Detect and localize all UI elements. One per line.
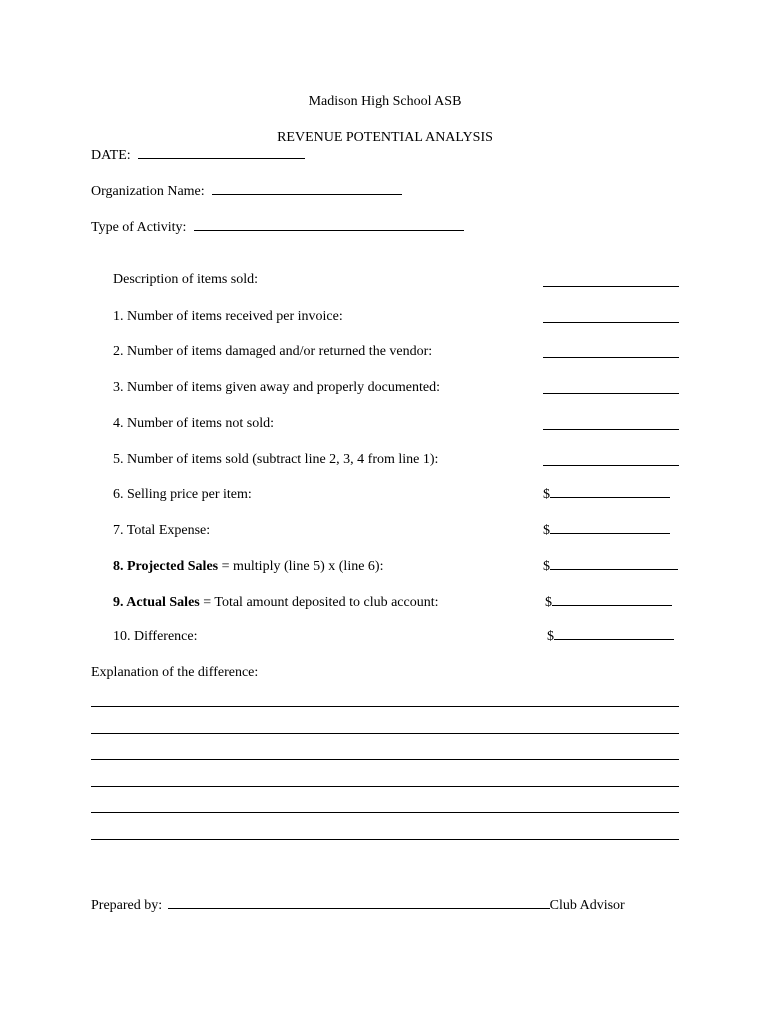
line-5-label: 5. Number of items sold (subtract line 2, 3, 4 from line 1):: [113, 452, 439, 467]
date-field[interactable]: [138, 157, 305, 159]
line-2-field[interactable]: [543, 357, 679, 358]
activity-field[interactable]: [194, 229, 464, 231]
organization-field[interactable]: [212, 193, 402, 195]
explanation-line[interactable]: [91, 812, 679, 813]
line-1-field[interactable]: [543, 322, 679, 323]
form-title: REVENUE POTENTIAL ANALYSIS: [277, 130, 493, 145]
prepared-by-label: Prepared by:: [91, 898, 163, 913]
line-10-dollar-row: [547, 629, 674, 645]
date-label: DATE:: [91, 148, 131, 163]
line-10-label: 10. Difference:: [113, 629, 198, 644]
line-6-field[interactable]: [550, 496, 670, 498]
dollar-sign: $: [543, 487, 550, 502]
actual-sales-formula: = Total amount deposited to club account:: [199, 595, 439, 610]
dollar-sign: $: [545, 595, 552, 610]
line-5-field[interactable]: [543, 465, 679, 466]
line-10-field[interactable]: [554, 638, 674, 640]
line-3-label: 3. Number of items given away and properly documented:: [113, 380, 440, 395]
dollar-sign: $: [547, 629, 554, 644]
date-row: [91, 148, 305, 164]
line-6-label: 6. Selling price per item:: [113, 487, 252, 502]
line-4-field[interactable]: [543, 429, 679, 430]
explanation-label: Explanation of the difference:: [91, 665, 259, 680]
activity-row: [91, 220, 464, 236]
line-8-label: [113, 559, 383, 575]
line-7-dollar-row: [543, 523, 670, 539]
activity-label: Type of Activity:: [91, 220, 187, 235]
organization-row: [91, 184, 402, 200]
club-advisor-label: Club Advisor: [549, 898, 625, 913]
description-field[interactable]: [543, 286, 679, 287]
explanation-line[interactable]: [91, 733, 679, 734]
description-label: Description of items sold:: [113, 272, 259, 287]
line-9-field[interactable]: [552, 604, 672, 606]
explanation-line[interactable]: [91, 759, 679, 760]
line-1-label: 1. Number of items received per invoice:: [113, 309, 343, 324]
prepared-by-row: [91, 898, 625, 914]
line-2-label: 2. Number of items damaged and/or returned the vendor:: [113, 344, 433, 359]
line-7-field[interactable]: [550, 532, 670, 534]
line-7-label: 7. Total Expense:: [113, 523, 211, 538]
projected-sales-formula: = multiply (line 5) x (line 6):: [218, 559, 384, 574]
school-name: Madison High School ASB: [308, 94, 462, 109]
line-9-label: [113, 595, 439, 611]
line-4-label: 4. Number of items not sold:: [113, 416, 274, 431]
line-9-dollar-row: [545, 595, 672, 611]
projected-sales-label: 8. Projected Sales: [113, 559, 219, 574]
prepared-by-field[interactable]: [168, 907, 550, 909]
dollar-sign: $: [543, 523, 550, 538]
line-8-field[interactable]: [550, 568, 678, 570]
actual-sales-label: 9. Actual Sales: [113, 595, 200, 610]
organization-label: Organization Name:: [91, 184, 205, 199]
explanation-line[interactable]: [91, 786, 679, 787]
line-3-field[interactable]: [543, 393, 679, 394]
line-6-dollar-row: [543, 487, 670, 503]
explanation-line[interactable]: [91, 706, 679, 707]
dollar-sign: $: [543, 559, 550, 574]
line-8-dollar-row: [543, 559, 678, 575]
explanation-line[interactable]: [91, 839, 679, 840]
